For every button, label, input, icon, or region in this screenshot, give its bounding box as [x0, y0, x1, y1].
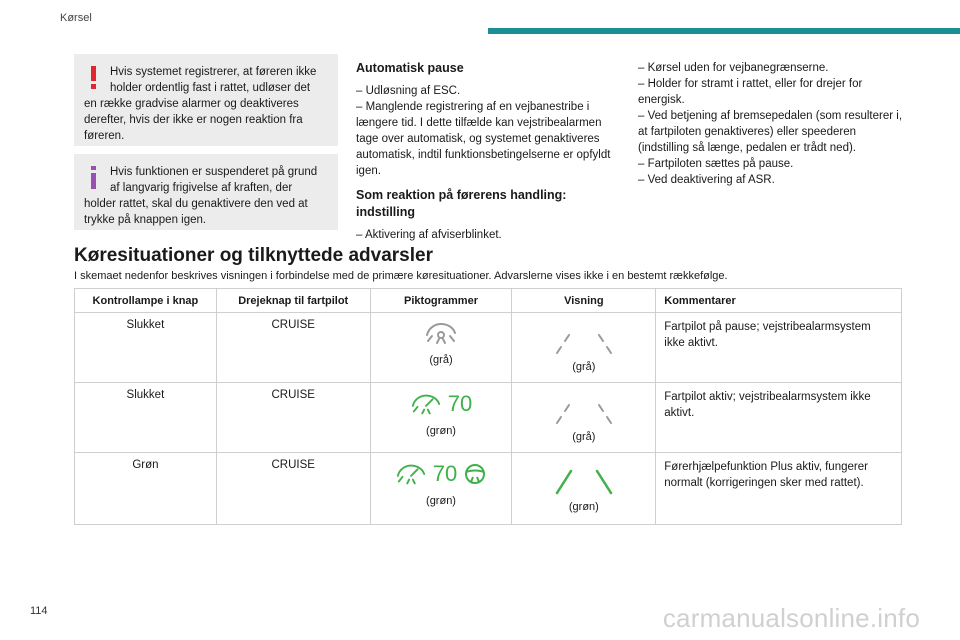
right-item-5: – Ved deaktivering af ASR. — [638, 174, 775, 186]
warning-note — [74, 54, 338, 146]
warning-exclamation-icon — [84, 64, 108, 92]
picto-cell — [370, 383, 512, 453]
lamp-cell: Slukket — [75, 313, 217, 383]
display-caption: (grå) — [572, 431, 596, 443]
knob-cell: CRUISE — [216, 313, 370, 383]
pause-item-no-line: – Manglende registrering af en vejbanestribe i længere tid. I dette tilfælde kan vejstribealarmen tage over automatisk, og systemet genaktiveres automatisk, indtil funktionsbetingelserne er opfyldt igen. — [356, 101, 611, 177]
speed-value: 70 — [447, 391, 473, 416]
info-note-text: Hvis funktionen er suspenderet på grund af langvarig frigivelse af kraften, der holder rattet, skal du genaktivere den ved at trykke på knappen igen. — [84, 166, 318, 226]
table-header-row — [75, 289, 902, 313]
header-accent-bar — [488, 28, 960, 34]
speed-value: 70 — [432, 461, 458, 486]
page-number: 114 — [30, 605, 48, 617]
middle-column — [356, 60, 618, 243]
lane-lines-icon — [549, 323, 619, 355]
info-note — [74, 154, 338, 230]
lamp-cell: Grøn — [75, 453, 217, 525]
comment-cell: Førerhjælpefunktion Plus aktiv, fungerer normalt (korrigeringen sker med rattet). — [656, 453, 902, 525]
warning-note-text: Hvis systemet registrerer, at føreren ikke holder ordentlig fast i rattet, udløser det en række gradvise alarmer og deaktiveres derefter, hvis der ikke er nogen reaktion fra føreren. — [84, 66, 317, 142]
automatic-pause-heading: Automatisk pause — [356, 61, 464, 75]
action-item-indicator: – Aktivering af afviserblinket. — [356, 229, 502, 241]
picto-caption: (grå) — [429, 354, 453, 366]
cruise-control-icon — [410, 392, 442, 416]
right-item-3: – Ved betjening af bremsepedalen (som resulterer i, at fartpiloten genaktiveres) eller speederen (indstilling så længe, pedalen er trådt ned). — [638, 110, 903, 154]
lane-lines-active-icon — [549, 463, 619, 495]
lamp-cell: Slukket — [75, 383, 217, 453]
display-cell — [512, 383, 656, 453]
comment-cell: Fartpilot på pause; vejstribealarmsystem ikke aktivt. — [656, 313, 902, 383]
cruise-control-icon — [395, 462, 427, 486]
right-item-2: – Holder for stramt i rattet, eller for drejer for energisk. — [638, 78, 863, 106]
info-icon — [84, 164, 108, 192]
table-row — [75, 453, 902, 525]
steering-wheel-icon — [463, 462, 487, 486]
right-column — [638, 60, 904, 188]
driver-action-heading: Som reaktion på førerens handling: indstilling — [356, 188, 567, 219]
header-display: Visning — [512, 289, 656, 313]
section-title: Køresituationer og tilknyttede advarsler — [74, 245, 433, 266]
comment-cell: Fartpilot aktiv; vejstribealarmsystem ikke aktivt. — [656, 383, 902, 453]
knob-cell: CRUISE — [216, 453, 370, 525]
picto-cell — [370, 313, 512, 383]
display-cell — [512, 453, 656, 525]
section-intro: I skemaet nedenfor beskrives visningen i forbindelse med de primære køresituationer. Advarslerne vises ikke i en bestemt rækkefølge. — [74, 270, 728, 282]
header-comments: Kommentarer — [656, 289, 902, 313]
picto-caption: (grøn) — [426, 495, 456, 507]
picto-cell — [370, 453, 512, 525]
right-item-4: – Fartpiloten sættes på pause. — [638, 158, 794, 170]
right-item-1: – Kørsel uden for vejbanegrænserne. — [638, 62, 829, 74]
header-pictograms: Piktogrammer — [370, 289, 512, 313]
header-lamp: Kontrollampe i knap — [75, 289, 217, 313]
header-knob: Drejeknap til fartpilot — [216, 289, 370, 313]
display-caption: (grøn) — [568, 501, 599, 513]
knob-cell: CRUISE — [216, 383, 370, 453]
table-row — [75, 313, 902, 383]
lane-lines-icon — [549, 393, 619, 425]
running-head: Kørsel — [60, 12, 92, 24]
table-row — [75, 383, 902, 453]
display-cell — [512, 313, 656, 383]
watermark: carmanualsonline.info — [662, 603, 920, 633]
picto-caption: (grøn) — [426, 425, 456, 437]
display-caption: (grå) — [572, 361, 596, 373]
warnings-table — [74, 288, 902, 525]
pause-item-esc: – Udløsning af ESC. — [356, 85, 461, 97]
lane-keeping-steering-icon — [424, 321, 458, 345]
